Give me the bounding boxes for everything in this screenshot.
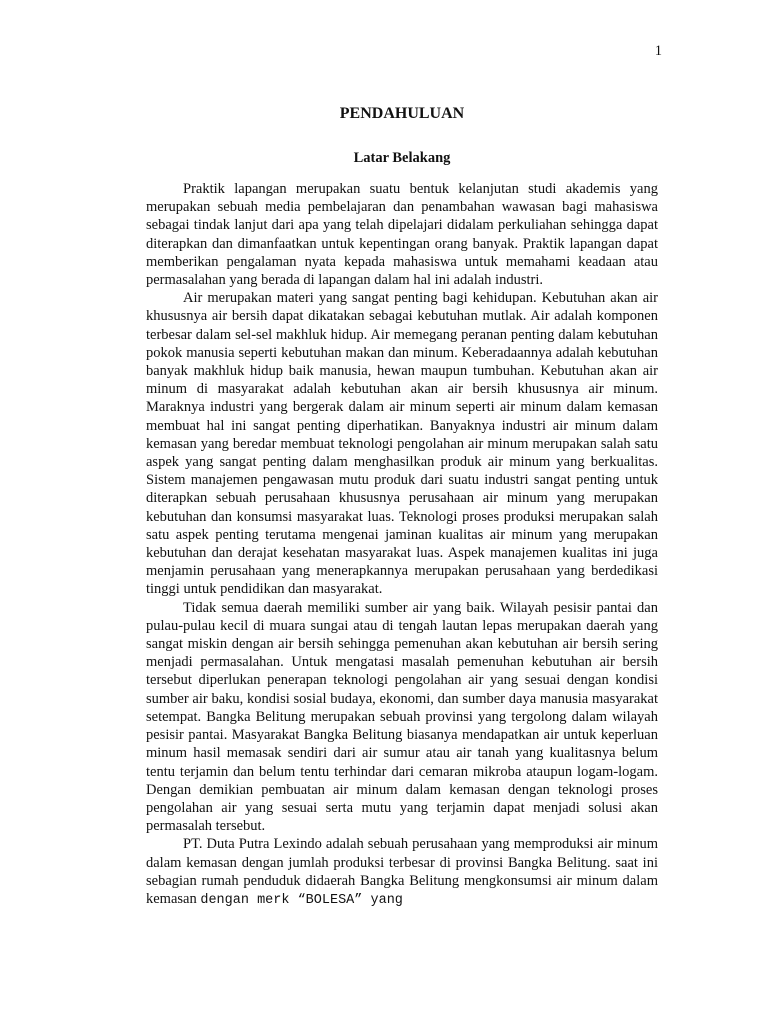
page-number: 1 [654,43,662,59]
page-title: PENDAHULUAN [339,105,465,122]
paragraph-pt-text: PT. Duta Putra Lexindo adalah sebuah perusahaan yang memproduksi air minum dalam kemasan dengan jumlah produksi terbesar di provinsi Bangka Belitung. saat ini sebagian rumah penduduk didaerah Bangka Belitung mengkonsumsi air minum dalam kemasan [146,836,658,907]
section-heading: Latar Belakang [353,150,451,166]
paragraph-daerah: Tidak semua daerah memiliki sumber air yang baik. Wilayah pesisir pantai dan pulau-pulau kecil di muara sungai atau di tengah lautan lepas merupakan daerah yang sangat miskin dengan air bersih sehingga pemenuhan akan kebutuhan air bersih sering menjadi permasalahan. Untuk mengatasi masalah pemenuhan kebutuhan air bersih tersebut diperlukan penerapan teknologi pengolahan air yang sesuai dengan kondisi sumber air baku, kondisi sosial budaya, ekonomi, dan sumber daya manusia masyarakat setempat. Bangka Belitung merupakan sebuah provinsi yang tergolong dalam wilayah pesisir pantai. Masyarakat Bangka Belitung biasanya mendapatkan air untuk keperluan minum hasil memasak sendiri dari air sumur atau air tanah yang kualitasnya belum tentu terjamin dan belum tentu terhindar dari cemaran mikroba ataupun logam-logam. Dengan demikian pembuatan air minum dalam kemasan dengan teknologi proses pengolahan air yang sesuai serta mutu yang terjamin dapat menjadi solusi akan permasalah tersebut. [146,599,658,835]
paragraph-pt-duta-putra [146,835,658,910]
paragraph-praktik-lapangan: Praktik lapangan merupakan suatu bentuk kelanjutan studi akademis yang merupakan sebuah media pembelajaran dan penambahan wawasan bagi mahasiswa sebagai tindak lanjut dari apa yang telah dipelajari didalam perkuliahan sehingga dapat diterapkan dan dimanfaatkan untuk kepentingan orang banyak. Praktik lapangan dapat memberikan pengalaman nyata kepada mahasiswa untuk memahami keadaan atau permasalahan yang berada di lapangan dalam hal ini adalah industri. [146,181,658,289]
body-text [146,180,658,910]
brand-mention: dengan merk “BOLESA” yang [200,892,403,908]
paragraph-air: Air merupakan materi yang sangat penting bagi kehidupan. Kebutuhan akan air khususnya air bersih dapat dikatakan sebagai kebutuhan mutlak. Air adalah komponen terbesar dalam sel-sel makhluk hidup. Air memegang peranan penting dalam kebutuhan pokok manusia seperti kebutuhan makan dan minum. Keberadaannya adalah kebutuhan banyak makhluk hidup baik manusia, hewan maupun tumbuhan. Kebutuhan akan air minum di masyarakat adalah kebutuhan akan air bersih khususnya air minum. Maraknya industri yang bergerak dalam air minum seperti air minum dalam kemasan membuat hal ini sangat penting diperhatikan. Banyaknya industri air minum dalam kemasan yang beredar membuat teknologi pengolahan air minum merupakan salah satu aspek yang sangat penting dalam menghasilkan produk air minum yang berkualitas. Sistem manajemen pengawasan mutu produk dari suatu industri sangat penting untuk diterapkan sebuah perusahaan khususnya perusahaan air minum yang merupakan kebutuhan dan konsumsi masyarakat luas. Teknologi proses produksi merupakan salah satu aspek penting terutama mengenai jaminan kualitas air minum yang merupakan kebutuhan dan derajat kesehatan masyarakat luas. Aspek manajemen kualitas ini juga menjamin perusahaan yang menerapkannya merupakan perusahaan yang berdedikasi tinggi untuk pendidikan dan masyarakat. [146,290,658,598]
